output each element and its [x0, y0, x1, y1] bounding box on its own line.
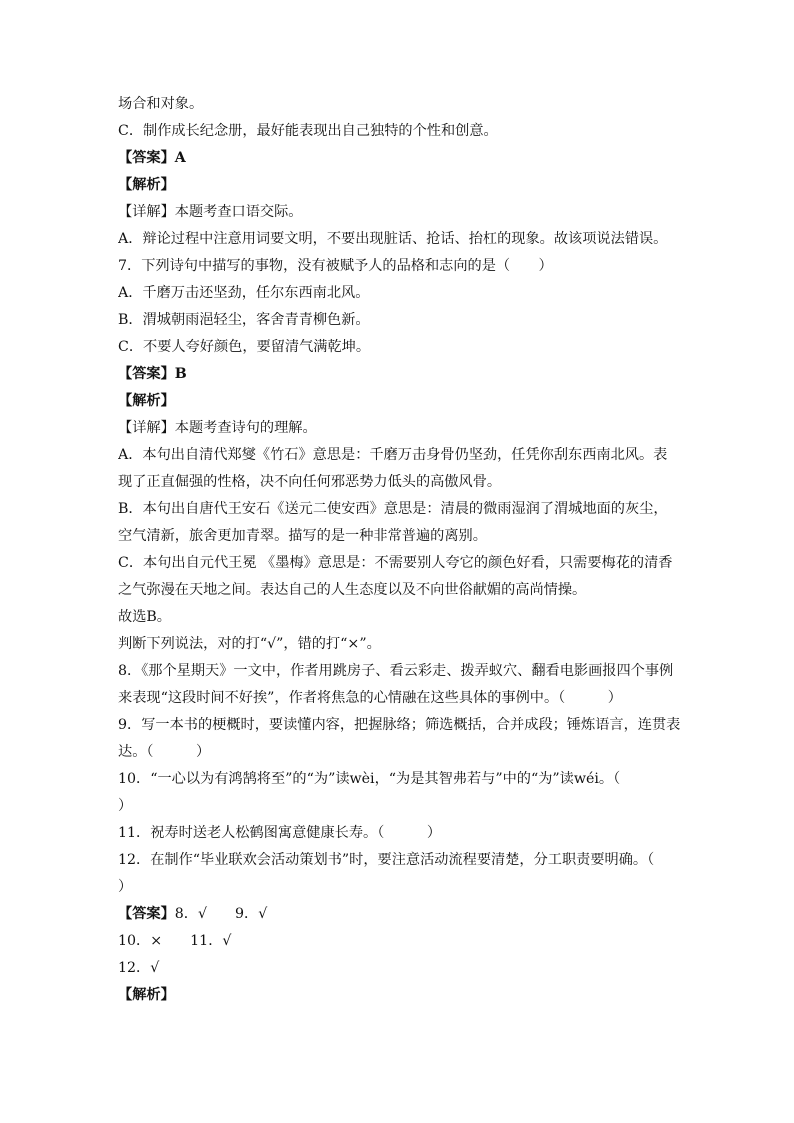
- answer-label: 【答案】B: [118, 366, 187, 382]
- question-10-cont: ）: [118, 798, 133, 814]
- answer-9: 9．√: [235, 906, 268, 922]
- text-line: 现了正直倔强的性格，决不向任何邪恶势力低头的高傲风骨。: [118, 474, 502, 490]
- question-8-cont: 来表现“这段时间不好挨”，作者将焦急的心情融在这些具体的事例中。（ ）: [118, 690, 622, 706]
- text-line: 空气清新，旅舍更加青翠。描写的是一种非常普遍的离别。: [118, 528, 487, 544]
- answer-8: 8．√: [174, 906, 208, 922]
- question-12-cont: ）: [118, 879, 133, 895]
- question-11: 11．祝寿时送老人松鹤图寓意健康长寿。（ ）: [118, 825, 442, 841]
- option-a: A．千磨万击还坚劲，任尔东西南北风。: [118, 285, 370, 301]
- text-line: A．本句出自清代郑燮《竹石》意思是：千磨万击身骨仍坚劲，任凭你刮东西南北风。表: [118, 447, 668, 463]
- option-c: C．不要人夸好颜色，要留清气满乾坤。: [118, 339, 371, 355]
- instruction-line: 判断下列说法，对的打“√”，错的打“×”。: [118, 636, 381, 652]
- answer-row: [118, 904, 684, 924]
- text-line: 场合和对象。: [118, 96, 204, 112]
- analysis-heading: 【解析】: [118, 177, 175, 193]
- question-12: 12．在制作“毕业联欢会活动策划书”时，要注意活动流程要清楚，分工职责要明确。（: [118, 852, 655, 868]
- text-line: C．本句出自元代王冕 《墨梅》意思是：不需要别人夸它的颜色好看，只需要梅花的清香: [118, 555, 673, 571]
- text-line: 故选B。: [118, 609, 171, 625]
- question-10: 10．“一心以为有鸿鹄将至”的“为”读wèi，“为是其智弗若与”中的“为”读wéi。（: [118, 771, 621, 787]
- option-b: B．渭城朝雨浥轻尘，客舍青青柳色新。: [118, 312, 370, 328]
- text-line: 【详解】本题考查口语交际。: [118, 204, 303, 220]
- answer-label: 【答案】: [118, 906, 175, 922]
- text-line: B．本句出自唐代王安石《送元二使安西》意思是：清晨的微雨湿润了渭城地面的灰尘，: [118, 501, 668, 517]
- question-9-cont: 达。（ ）: [118, 744, 211, 760]
- question-9: 9．写一本书的梗概时，要读懂内容，把握脉络；筛选概括，合并成段；锤炼语言，连贯表: [118, 717, 681, 733]
- text-line: A．辩论过程中注意用词要文明，不要出现脏话、抢话、抬杠的现象。故该项说法错误。: [118, 231, 668, 247]
- answer-row: [118, 958, 684, 978]
- answer-11: 11．√: [190, 933, 232, 949]
- question-8: 8．《那个星期天》一文中，作者用跳房子、看云彩走、拨弄蚁穴、翻看电影画报四个事例: [118, 663, 674, 679]
- answer-10: 10．×: [118, 933, 163, 949]
- analysis-heading: 【解析】: [118, 987, 175, 1003]
- text-line: 之气弥漫在天地之间。表达自己的人生态度以及不向世俗献媚的高尚情操。: [118, 582, 587, 598]
- answer-12: 12．√: [118, 960, 160, 976]
- answer-label: 【答案】A: [118, 150, 186, 166]
- analysis-heading: 【解析】: [118, 393, 175, 409]
- answer-row: [118, 931, 684, 951]
- question-7: 7．下列诗句中描写的事物，没有被赋予人的品格和志向的是（ ）: [118, 258, 553, 274]
- text-line: C．制作成长纪念册，最好能表现出自己独特的个性和创意。: [118, 123, 498, 139]
- text-line: 【详解】本题考查诗句的理解。: [118, 420, 317, 436]
